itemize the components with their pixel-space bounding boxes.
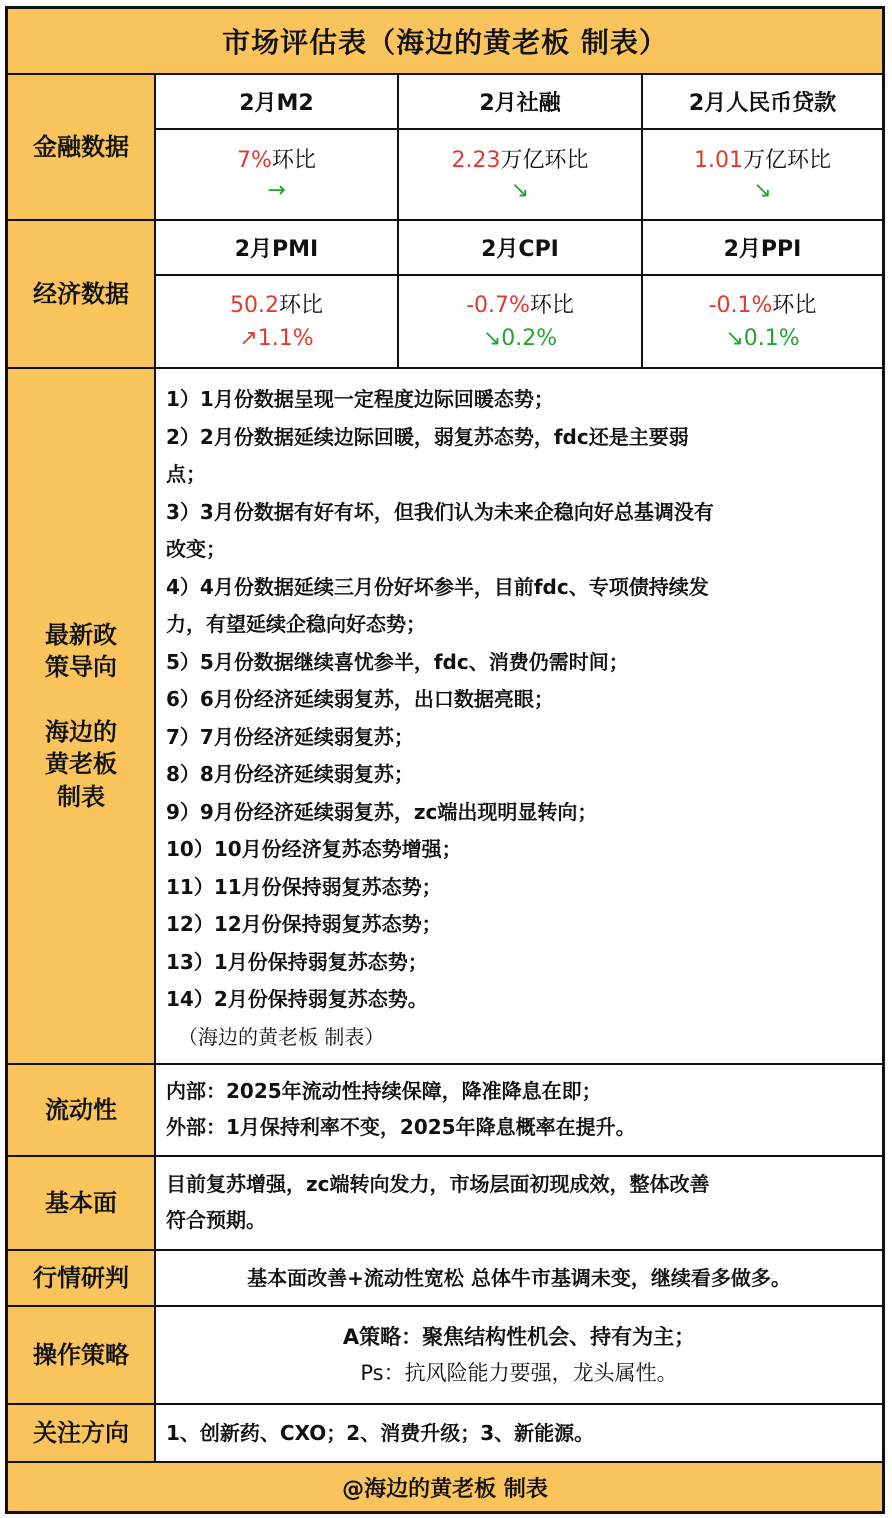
fundamentals-line-2: 符合预期。: [166, 1208, 266, 1232]
focus-label: 关注方向: [8, 1405, 156, 1461]
pmi-header: 2月PMI: [156, 221, 399, 276]
liquidity-label: 流动性: [8, 1065, 156, 1155]
pmi-value-cell: [156, 276, 399, 367]
list-item: 改变；: [166, 537, 226, 561]
m2-value: 7%: [237, 147, 272, 173]
pmi-value: 50.2: [230, 292, 279, 318]
economic-data-row: [8, 221, 882, 369]
liquidity-internal: 内部：2025年流动性持续保障，降准降息在即；: [166, 1079, 602, 1103]
ppi-value-cell: [643, 276, 882, 367]
rmb-loans-suffix: 万亿环比: [742, 147, 831, 173]
list-item: 12）12月份保持弱复苏态势；: [166, 912, 442, 936]
list-item: 4）4月份数据延续三月份好坏参半，目前fdc、专项债持续发: [166, 574, 709, 599]
social-financing-header: 2月社融: [399, 75, 643, 130]
pmi-change: ↗1.1%: [239, 325, 314, 351]
liquidity-external: 外部：1月保持利率不变，2025年降息概率在提升。: [166, 1115, 636, 1139]
social-financing-suffix: 万亿环比: [500, 147, 589, 173]
ppi-change: ↘0.1%: [725, 325, 800, 351]
outlook-row: [8, 1251, 882, 1307]
list-item: 8）8月份经济延续弱复苏；: [166, 762, 414, 786]
policy-row: [8, 369, 882, 1065]
list-item: 1）1月份数据呈现一定程度边际回暖态势；: [166, 387, 554, 411]
strategy-line-2: Ps：抗风险能力要强，龙头属性。: [360, 1361, 678, 1385]
ppi-value: -0.1%: [708, 292, 773, 318]
liquidity-row: [8, 1065, 882, 1157]
m2-header: 2月M2: [156, 75, 399, 130]
outlook-text: 基本面改善+流动性宽松 总体牛市基调未变，继续看多做多。: [247, 1266, 791, 1290]
strategy-row: [8, 1307, 882, 1405]
down-right-arrow-icon: ↘: [753, 177, 772, 203]
policy-note: （海边的黄老板 制表）: [178, 1024, 385, 1049]
focus-row: [8, 1405, 882, 1463]
ppi-header: 2月PPI: [643, 221, 882, 276]
m2-value-cell: [156, 130, 399, 219]
list-item: 力，有望延续企稳向好态势；: [166, 612, 426, 636]
financial-data-label: 金融数据: [8, 75, 156, 219]
list-item: 5）5月份数据继续喜忧参半，fdc、消费仍需时间；: [166, 649, 629, 674]
list-item: 2）2月份数据延续边际回暖，弱复苏态势，fdc还是主要弱: [166, 424, 689, 449]
list-item: 10）10月份经济复苏态势增强；: [166, 837, 462, 861]
cpi-header: 2月CPI: [399, 221, 643, 276]
social-financing-value: 2.23: [451, 147, 501, 173]
pmi-suffix: 环比: [278, 292, 323, 318]
list-item: 9）9月份经济延续弱复苏，zc端出现明显转向；: [166, 799, 598, 824]
down-right-arrow-icon: ↘: [510, 177, 530, 203]
right-arrow-icon: →: [267, 177, 286, 203]
list-item: 7）7月份经济延续弱复苏；: [166, 724, 414, 749]
cpi-change: ↘0.2%: [482, 325, 558, 351]
ppi-suffix: 环比: [772, 292, 817, 318]
fundamentals-line-1: 目前复苏增强，zc端转向发力，市场层面初现成效，整体改善: [166, 1172, 710, 1196]
list-item: 11）11月份保持弱复苏态势；: [166, 874, 442, 899]
list-item: 13）1月份保持弱复苏态势；: [166, 949, 428, 974]
financial-data-row: [8, 75, 882, 221]
strategy-label: 操作策略: [8, 1307, 156, 1403]
economic-data-label: 经济数据: [8, 221, 156, 367]
market-assessment-table: [5, 6, 885, 1514]
list-item: 14）2月份保持弱复苏态势。: [166, 987, 428, 1011]
focus-text: 1、创新药、CXO；2、消费升级；3、新能源。: [166, 1421, 595, 1445]
table-title: 市场评估表（海边的黄老板 制表）: [8, 9, 882, 75]
rmb-loans-header: 2月人民币贷款: [643, 75, 882, 130]
strategy-line-1: A策略：聚焦结构性机会、持有为主；: [342, 1325, 696, 1349]
list-item: 点；: [166, 462, 206, 486]
fundamentals-row: [8, 1157, 882, 1251]
footer: @海边的黄老板 制表: [8, 1463, 882, 1511]
cpi-suffix: 环比: [529, 292, 574, 318]
cpi-value: -0.7%: [466, 292, 530, 318]
fundamentals-label: 基本面: [8, 1157, 156, 1249]
rmb-loans-value: 1.01: [694, 147, 743, 173]
m2-suffix: 环比: [271, 147, 316, 173]
list-item: 3）3月份数据有好有坏，但我们认为未来企稳向好总基调没有: [166, 499, 714, 524]
cpi-value-cell: [399, 276, 643, 367]
policy-label: 最新政 策导向 海边的 黄老板 制表: [8, 369, 156, 1063]
social-financing-value-cell: [399, 130, 643, 219]
rmb-loans-value-cell: [643, 130, 882, 219]
outlook-label: 行情研判: [8, 1251, 156, 1305]
list-item: 6）6月份经济延续弱复苏，出口数据亮眼；: [166, 687, 554, 711]
policy-list: [156, 369, 882, 1063]
